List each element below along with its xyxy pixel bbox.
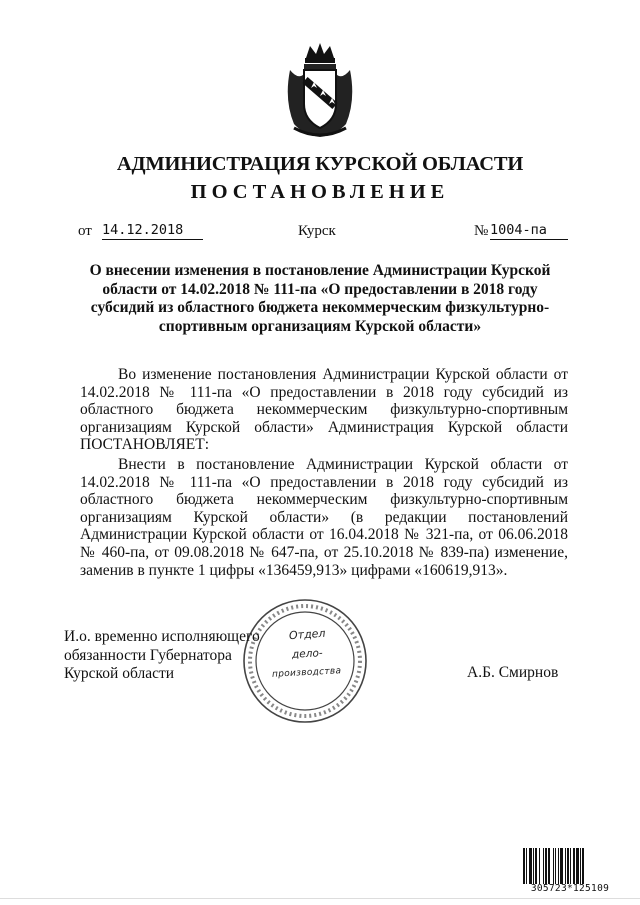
scan-edge xyxy=(0,898,640,899)
barcode-number: 305723*125109 xyxy=(530,883,610,894)
date-prefix: от xyxy=(78,223,92,239)
coat-of-arms-emblem xyxy=(280,40,360,140)
body-paragraph-2: Внести в постановление Администрации Курской области от 14.02.2018 № 111-па «О предоставлении в 2018 году субсидий из областного бюджета некоммерческим физкультурно-спортивным организациям Курской области» (в редакции постановлений Администрации Курской области от 16.04.2018 № 321-па, от 06.06.2018 № 460-па, от 09.08.2018 № 647-па, от 25.10.2018 № 839-па) изменение, заменив в пункте 1 цифры «136459,913» цифрами «160619,913». xyxy=(80,456,568,579)
signer-title-line-2: обязанности Губернатора xyxy=(64,646,232,664)
number-prefix: № xyxy=(474,223,489,239)
document-type: ПОСТАНОВЛЕНИЕ xyxy=(190,181,450,203)
document-subject: О внесении изменения в постановление Администрации Курской области от 14.02.2018 № 111-па «О предоставлении в 2018 году субсидий из областного бюджета некоммерческим физкультурно-спортивным организациям Курской области» xyxy=(89,262,551,335)
signer-title-line-3: Курской области xyxy=(64,665,175,682)
stamp-text-line-3: производства xyxy=(271,666,342,680)
stamp-text-line-2: дело- xyxy=(291,647,323,661)
organization-name: АДМИНИСТРАЦИЯ КУРСКОЙ ОБЛАСТИ xyxy=(116,153,524,175)
document-date: 14.12.2018 xyxy=(102,222,203,240)
stamp-text-line-1: Отдел xyxy=(288,626,326,643)
signer-title xyxy=(64,628,264,684)
signer-name: А.Б. Смирнов xyxy=(467,664,559,681)
signer-title-line-1: И.о. временно исполняющего xyxy=(64,628,260,645)
document-number: 1004-па xyxy=(490,222,568,240)
city-name: Курск xyxy=(298,223,336,239)
body-paragraph-1: Во изменение постановления Администрации Курской области от 14.02.2018 № 111-па «О предоставлении в 2018 году субсидий из областного бюджета некоммерческим физкультурно-спортивным организациям Курской области» Администрация Курской области ПОСТАНОВЛЯЕТ: xyxy=(80,366,568,454)
barcode xyxy=(522,848,618,884)
